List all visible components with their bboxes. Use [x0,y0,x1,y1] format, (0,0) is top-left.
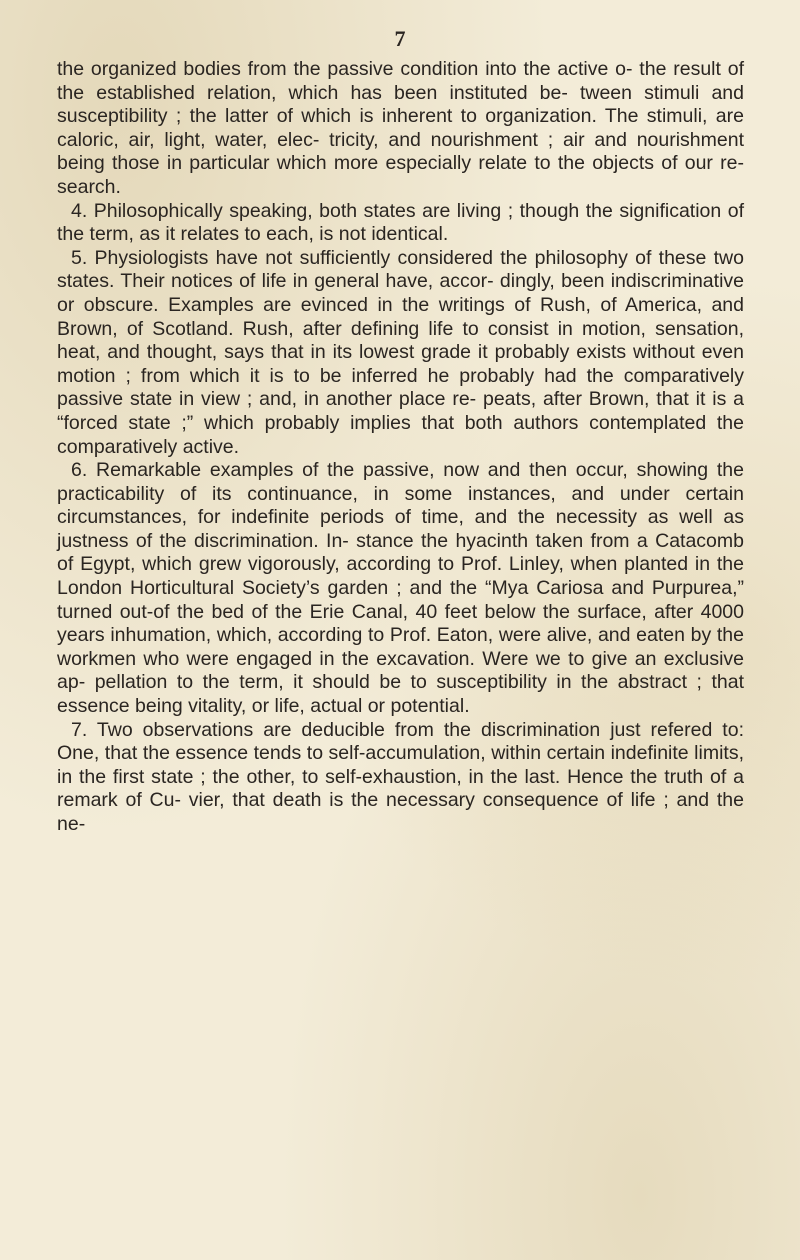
paragraph-6: 6. Remarkable examples of the passive, now and then occur, showing the practicability of its continuance, in some instances, and under certain circumstances, for indefinite periods of time, and the necessity as well as justness of the discrimination. In- stance the hyacinth taken from a Catacomb of Egypt, which grew vigorously, according to Prof. Linley, when planted in the London Horticultural Society’s garden ; and the “Mya Cariosa and Purpurea,” turned out-of the bed of the Erie Canal, 40 feet below the surface, after 4000 years inhumation, which, according to Prof. Eaton, were alive, and eaten by the workmen who were engaged in the excavation. Were we to give an exclusive ap- pellation to the term, it should be to susceptibility in the abstract ; that essence being vitality, or life, actual or potential. [57,459,744,718]
paragraph-4: 4. Philosophically speaking, both states are living ; though the signification of the term, as it relates to each, is not identical. [57,199,744,246]
body-text [57,58,744,837]
paragraph-continuation: the organized bodies from the passive condition into the active ᴏ- the result of the established relation, which has been instituted be- tween stimuli and susceptibility ; the latter of which is inherent to organization. The stimuli, are caloric, air, light, water, elec- tricity, and nourishment ; air and nourishment being those in particular which more especially relate to the objects of our re- search. [57,58,744,198]
paragraph-7: 7. Two observations are deducible from the discrimination just refered to: One, that the essence tends to self-accumulation, within certain indefinite limits, in the first state ; the other, to self-exhaustion, in the last. Hence the truth of a remark of Cu- vier, that death is the necessary consequence of life ; and the ne- [57,718,744,835]
paragraph-5: 5. Physiologists have not sufficiently considered the philosophy of these two states. Their notices of life in general have, accor- dingly, been indiscriminative or obscure. Examples are evinced in the writings of Rush, of America, and Brown, of Scotland. Rush, after defining life to consist in motion, sensation, heat, and thought, says that in its lowest grade it probably exists without even motion ; from which it is to be inferred he probably had the comparatively passive state in view ; and, in another place re- peats, after Brown, that it is a “forced state ;” which probably implies that both authors contemplated the comparatively active. [57,246,744,458]
page-number: 7 [394,26,406,51]
